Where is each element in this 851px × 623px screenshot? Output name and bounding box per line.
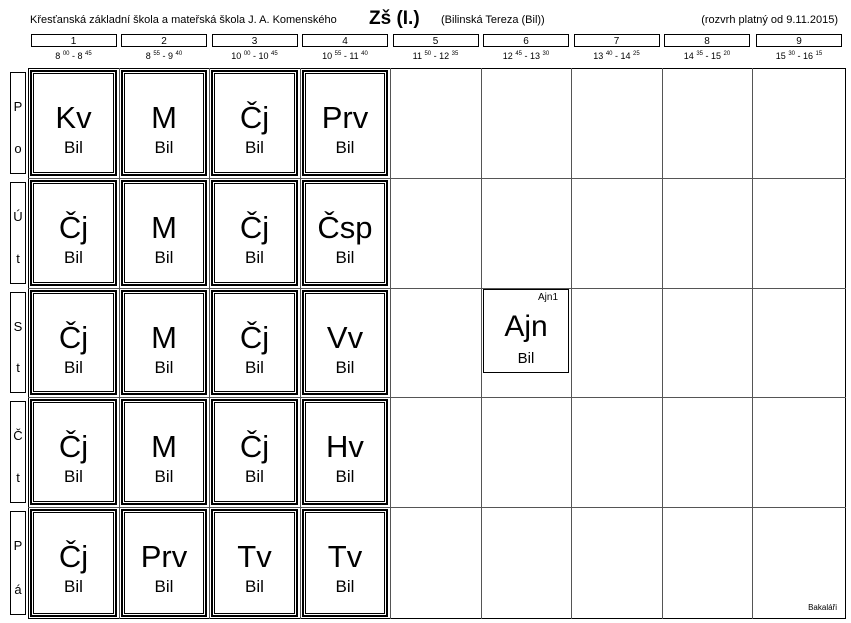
lesson-cell <box>302 509 388 617</box>
lesson-cell <box>121 509 207 617</box>
lesson-subject: Čj <box>58 320 89 355</box>
lesson-subject: Čj <box>58 210 89 245</box>
lesson-subject: Ajn <box>504 310 548 343</box>
lesson-subject: Čj <box>239 210 270 245</box>
lesson-cell <box>211 399 298 505</box>
day-label <box>10 401 26 503</box>
lesson-subject: M <box>151 210 177 245</box>
period-number: 1 <box>31 34 117 47</box>
footer-brand: Bakaláři <box>808 603 837 612</box>
teacher-name: (Bilinská Tereza (Bil)) <box>441 14 545 26</box>
school-name: Křesťanská základní škola a mateřská škola J. A. Komenského <box>30 14 337 26</box>
day-letter: t <box>16 251 20 266</box>
grid-column-line <box>390 68 391 619</box>
lesson-teacher: Bil <box>245 577 264 596</box>
lesson-subject: Čj <box>58 429 89 464</box>
lesson-cell <box>30 290 117 395</box>
lesson-cell <box>211 290 298 395</box>
day-letter: P <box>13 538 23 553</box>
lesson-cell <box>121 399 207 505</box>
lesson-cell <box>302 399 388 505</box>
lesson-subject: Čj <box>239 429 270 464</box>
lesson-teacher: Bil <box>154 138 174 157</box>
day-letter: o <box>14 141 22 156</box>
grid-row-line <box>28 507 846 508</box>
lesson-cell <box>211 70 298 176</box>
day-label <box>10 182 26 284</box>
grid-column-line <box>662 68 663 619</box>
grid-column-line <box>571 68 572 619</box>
lesson-teacher: Bil <box>64 577 83 596</box>
day-label <box>10 292 26 393</box>
lesson-teacher: Bil <box>335 358 355 377</box>
lesson-subject: M <box>151 100 177 135</box>
lesson-cell <box>302 290 388 395</box>
period-number: 8 <box>664 34 750 47</box>
lesson-teacher: Bil <box>64 248 83 267</box>
lesson-teacher: Bil <box>64 467 83 486</box>
lesson-subject: Prv <box>321 100 369 135</box>
lesson-subject: Hv <box>326 429 364 464</box>
lesson-teacher: Bil <box>245 248 264 267</box>
period-number: 9 <box>756 34 842 47</box>
lesson-teacher: Bil <box>154 358 174 377</box>
period-time: 10 $^{55}$ - 11 $^{40}$ <box>322 51 368 61</box>
lesson-cell <box>121 70 207 176</box>
lesson-teacher: Bil <box>245 467 264 486</box>
lesson-cell <box>121 290 207 395</box>
grid-column-line <box>752 68 753 619</box>
period-number: 2 <box>121 34 207 47</box>
period-number: 4 <box>302 34 388 47</box>
lesson-cell <box>30 70 117 176</box>
grid-column-line <box>481 68 482 619</box>
valid-from: (rozvrh platný od 9.11.2015) <box>701 14 838 26</box>
lesson-teacher: Bil <box>335 138 355 157</box>
lesson-subject: Čj <box>239 320 270 355</box>
lesson-teacher: Bil <box>245 138 264 157</box>
lesson-cell <box>121 180 207 286</box>
lesson-teacher: Bil <box>335 577 355 596</box>
lesson-teacher: Bil <box>245 358 264 377</box>
lesson-cell <box>211 180 298 286</box>
grid-row-line <box>28 397 846 398</box>
lesson-subject: M <box>151 320 177 355</box>
day-letter: S <box>13 319 23 334</box>
period-time: 10 $^{00}$ - 10 $^{45}$ <box>231 51 278 61</box>
period-time: 13 $^{40}$ - 14 $^{25}$ <box>593 51 640 61</box>
lesson-teacher: Bil <box>64 358 83 377</box>
grid-row-line <box>28 288 846 289</box>
lesson-cell <box>30 180 117 286</box>
lesson-teacher: Bil <box>64 138 83 157</box>
lesson-subject: Tv <box>327 539 363 574</box>
lesson-teacher: Bil <box>154 577 174 596</box>
class-name: Zš (I.) <box>369 8 420 29</box>
lesson-subject: Kv <box>55 100 92 135</box>
lesson-subject: Čsp <box>317 210 373 245</box>
lesson-teacher: Bil <box>335 467 355 486</box>
day-label <box>10 72 26 174</box>
lesson-subject: Čj <box>58 539 89 574</box>
lesson-cell-group <box>483 289 569 373</box>
day-letter: t <box>16 360 20 375</box>
lesson-teacher: Bil <box>154 467 174 486</box>
period-time: 14 $^{35}$ - 15 $^{20}$ <box>683 51 731 61</box>
period-time: 12 $^{45}$ - 13 $^{30}$ <box>502 51 550 61</box>
lesson-subject: Tv <box>237 539 272 574</box>
lesson-subject: Čj <box>239 100 270 135</box>
period-time: 11 $^{50}$ - 12 $^{35}$ <box>412 51 459 61</box>
period-time: 8 $^{55}$ - 9 $^{40}$ <box>145 51 183 61</box>
period-number: 5 <box>393 34 479 47</box>
lesson-group: Ajn1 <box>537 292 558 303</box>
period-number: 6 <box>483 34 569 47</box>
lesson-subject: Prv <box>140 539 188 574</box>
lesson-cell <box>211 509 298 617</box>
period-time: 8 $^{00}$ - 8 $^{45}$ <box>55 51 92 61</box>
period-number: 3 <box>212 34 298 47</box>
period-number: 7 <box>574 34 660 47</box>
lesson-cell <box>30 509 117 617</box>
day-label <box>10 511 26 615</box>
lesson-subject: Vv <box>326 320 364 355</box>
lesson-teacher: Bil <box>335 248 355 267</box>
lesson-subject: M <box>151 429 177 464</box>
grid-row-line <box>28 178 846 179</box>
period-time: 15 $^{30}$ - 16 $^{15}$ <box>775 51 823 61</box>
day-letter: P <box>13 99 23 114</box>
lesson-cell <box>302 180 388 286</box>
grid-column-line <box>209 68 210 619</box>
lesson-cell <box>30 399 117 505</box>
grid-column-line <box>300 68 301 619</box>
lesson-cell <box>302 70 388 176</box>
grid-column-line <box>119 68 120 619</box>
day-letter: t <box>16 470 20 485</box>
day-letter: á <box>14 582 22 597</box>
day-letter: Č <box>13 428 23 443</box>
lesson-teacher: Bil <box>517 350 535 367</box>
day-letter: Ú <box>13 209 23 224</box>
lesson-teacher: Bil <box>154 248 174 267</box>
